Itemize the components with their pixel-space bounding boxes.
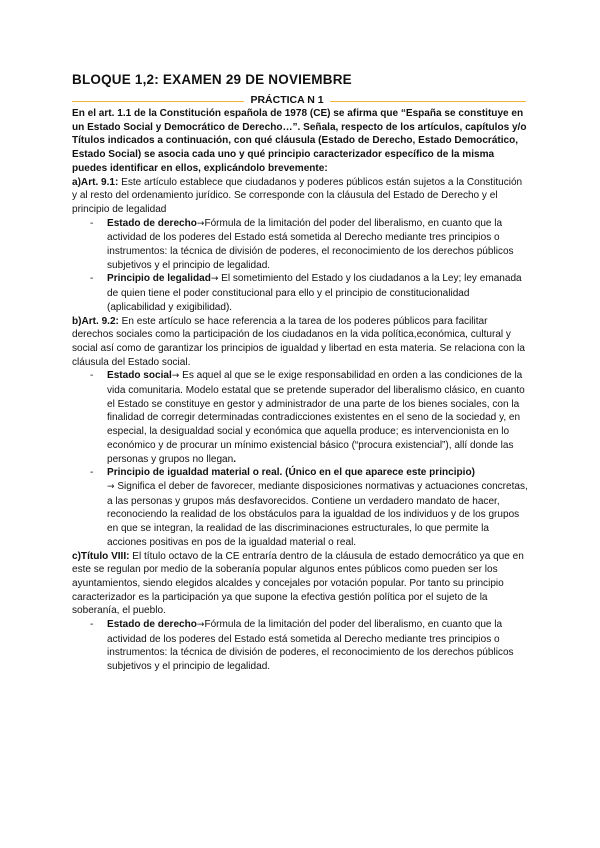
- item-term: Principio de igualdad material o real. (Único en el que aparece este principio): [107, 467, 475, 479]
- section-b-label: b)Art. 9.2:: [72, 315, 119, 327]
- document-body: [72, 107, 528, 674]
- item-tail: .: [233, 453, 237, 465]
- section-c-text: El título octavo de la CE entraría dentro de la cláusula de estado democrático ya que en este se regulan por medio de la soberanía popular algunos entes públicos como pueden ser los ayuntamientos, siendo elegidos alcaldes y concejales por votación popular. Por tanto su principio caracterizador es la participación ya que supone la efectiva gestión política por el sujeto de la soberanía, el pueblo.: [72, 550, 524, 617]
- arrow-icon: →: [196, 218, 205, 229]
- list-item: [72, 272, 528, 314]
- item-text: El sometimiento del Estado y los ciudadanos a la Ley; ley emanada de quien tiene el poder constitucional para ello y el principio de constitucionalidad (aplicabilidad y exigibilidad).: [107, 273, 522, 313]
- item-text: Fórmula de la limitación del poder del liberalismo, en cuanto que la actividad de los poderes del Estado está sometida al Derecho mediante tres principios o instrumentos: la técnica de división de poderes, el reconocimiento de los derechos públicos subjetivos y el principio de legalidad.: [107, 217, 514, 271]
- title-rule-right: [330, 101, 526, 102]
- list-item: [72, 217, 528, 273]
- dash-marker: -: [90, 619, 94, 631]
- item-term: Estado de derecho: [107, 619, 197, 631]
- item-term: Principio de legalidad: [107, 273, 211, 285]
- question-text: En el art. 1.1 de la Constitución española de 1978 (CE) se afirma que “España se constituye en un Estado Social y Democrático de Derecho…”. Señala, respecto de los artículos, capítulos y/o Títulos indicados a continuación, con qué cláusula (Estado de Derecho, Estado Democrático, Estado Social) se asocia cada uno y qué principio caracterizador específico de la misma puedes identificar en ellos, explicándolo brevemente:: [72, 108, 527, 174]
- arrow-icon: →: [171, 371, 180, 382]
- item-text: Es aquel al que se le exige responsabilidad en orden a las condiciones de la vida comunitaria. Modelo estatal que se pretende superador del liberalismo clásico, en cuanto el Estado se constituye en gestor y administrador de una parte de los bienes sociales, con la finalidad de corregir determinadas contradicciones existentes en el seno de la sociedad y, en especial, la desigualdad social y económica que aquella produce; es intervencionista en lo económico y de procurar un mínimo existencial básico (“procura existencial”), allí donde las personas y grupos no llegan: [107, 370, 525, 465]
- arrow-icon: →: [107, 481, 115, 492]
- section-a-text: Este artículo establece que ciudadanos y poderes públicos están sujetos a la Constitución y al resto del ordenamiento jurídico. Se corresponde con la cláusula del Estado de Derecho y el principio de legalidad: [72, 176, 523, 215]
- arrow-icon: →: [210, 274, 219, 285]
- item-text: Significa el deber de favorecer, mediante disposiciones normativas y actuaciones concretas, a las personas y grupos más desfavorecidos. Contiene un verdadero mandato de hacer, reconociendo la realidad de los obstáculos para la igualdad de los individuos y de los grupos en que se integran, la realidad de las discriminaciones estructurales, lo que permite la acciones positivas en pos de la igualdad material o real.: [107, 480, 528, 548]
- section-b: [72, 315, 528, 370]
- dash-marker: -: [90, 273, 94, 285]
- section-a-label: a)Art. 9.1:: [72, 176, 119, 188]
- title-rule-left: [72, 101, 244, 102]
- list-item: [72, 466, 528, 549]
- section-c: [72, 550, 528, 619]
- section-a: [72, 176, 528, 217]
- section-b-text: En este artículo se hace referencia a la tarea de los poderes públicos para facilitar derechos sociales como la participación de los ciudadanos en la vida política,económica, cultural y social así como de garantizar los principios de igualdad y libertad en esta materia. Se relaciona con la cláusula del Estado social.: [72, 315, 525, 368]
- section-c-label: c)Título VIII:: [72, 550, 130, 562]
- list-item: [72, 618, 528, 674]
- dash-marker: -: [90, 467, 94, 479]
- dash-marker: -: [90, 217, 94, 229]
- item-term: Estado social: [107, 370, 172, 382]
- practice-subtitle: PRÁCTICA N 1: [250, 94, 324, 106]
- item-term: Estado de derecho: [107, 217, 197, 229]
- list-item: [72, 369, 528, 466]
- item-text: Fórmula de la limitación del poder del liberalismo, en cuanto que la actividad de los poderes del Estado está sometida al Derecho mediante tres principios o instrumentos: la técnica de división de poderes, el reconocimiento de los derechos públicos subjetivos y el principio de legalidad.: [107, 619, 514, 673]
- dash-marker: -: [90, 370, 94, 382]
- arrow-icon: →: [196, 620, 205, 631]
- document-title: BLOQUE 1,2: EXAMEN 29 DE NOVIEMBRE: [72, 72, 352, 87]
